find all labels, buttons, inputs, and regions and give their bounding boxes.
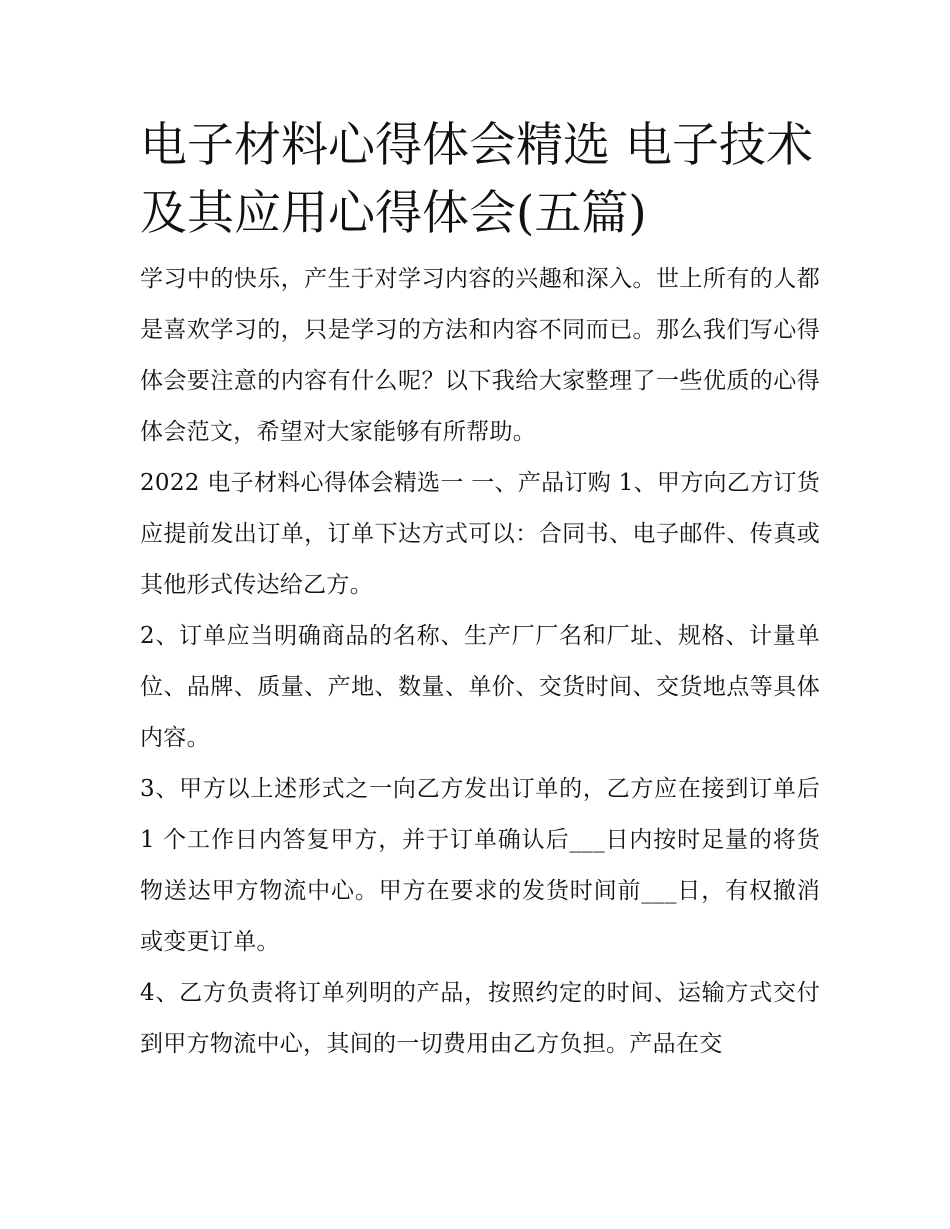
paragraph-delivery: 4、乙方负责将订单列明的产品，按照约定的时间、运输方式交付到甲方物流中心，其间的一切费用由乙方负担。产品在交 [140,980,820,1057]
document-title: 电子材料心得体会精选 电子技术及其应用心得体会(五篇) [140,118,813,241]
paragraph-product-order: 2022 电子材料心得体会精选一 一、产品订购 1、甲方向乙方订货应提前发出订单，订单下达方式可以：合同书、电子邮件、传真或其他形式传达给乙方。 [140,470,820,598]
paragraph-order-details: 2、订单应当明确商品的名称、生产厂厂名和厂址、规格、计量单位、品牌、质量、产地、数量、单价、交货时间、交货地点等具体内容。 [140,623,820,751]
paragraph-intro: 学习中的快乐，产生于对学习内容的兴趣和深入。世上所有的人都是喜欢学习的，只是学习的方法和内容不同而已。那么我们写心得体会要注意的内容有什么呢？以下我给大家整理了一些优质的心得体会范文，希望对大家能够有所帮助。 [140,266,820,445]
paragraph-order-confirmation: 3、甲方以上述形式之一向乙方发出订单的，乙方应在接到订单后 1 个工作日内答复甲方，并于订单确认后___日内按时足量的将货物送达甲方物流中心。甲方在要求的发货时间前___日，有权撤消或变更订单。 [140,776,820,955]
document-body [140,112,820,1070]
